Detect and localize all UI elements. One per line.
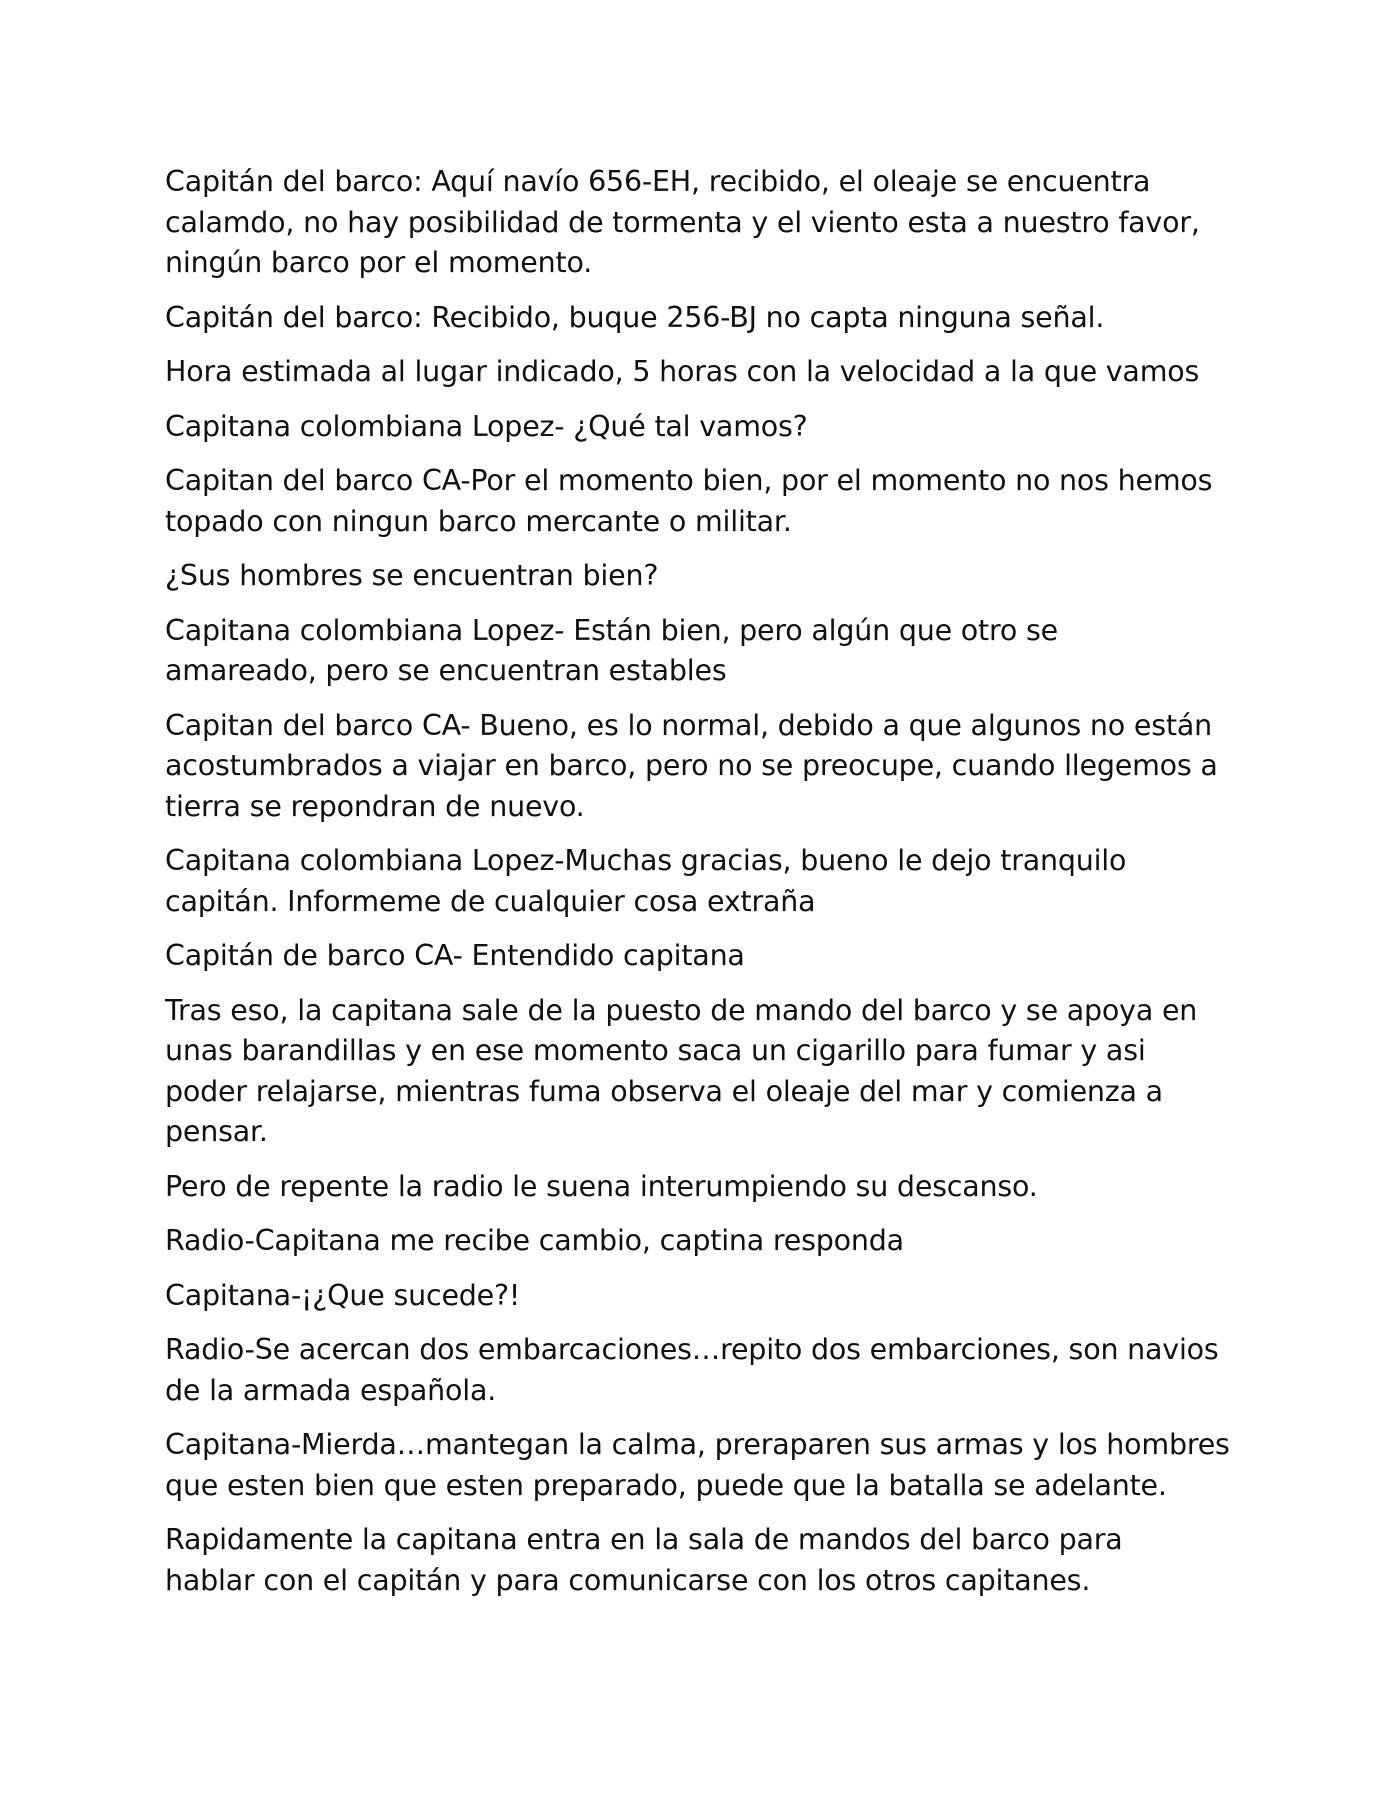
paragraph: Capitana colombiana Lopez- ¿Qué tal vamos?	[165, 409, 808, 443]
paragraph: Capitan del barco CA-Por el momento bien, por el momento no nos hemos topado con ningun barco mercante o militar.	[165, 464, 1213, 538]
paragraph: Rapidamente la capitana entra en la sala de mandos del barco para hablar con el capitán y para comunicarse con los otros capitanes.	[165, 1523, 1123, 1597]
paragraph: Tras eso, la capitana sale de la puesto de mando del barco y se apoya en unas barandillas y en ese momento saca un cigarillo para fumar y asi poder relajarse, mientras fuma observa el oleaje del mar y comienza a pensar.	[165, 993, 1198, 1148]
paragraph: Capitana colombiana Lopez-Muchas gracias, bueno le dejo tranquilo capitán. Informeme de cualquier cosa extraña	[165, 844, 1127, 918]
paragraph: ¿Sus hombres se encuentran bien?	[165, 559, 659, 592]
paragraph: Capitana-Mierda…mantegan la calma, preraparen sus armas y los hombres que esten bien que esten preparado, puede que la batalla se adelante.	[165, 1428, 1230, 1502]
paragraph: Capitán del barco: Aquí navío 656-EH, recibido, el oleaje se encuentra calamdo, no hay posibilidad de tormenta y el viento esta a nuestro favor, ningún barco por el momento.	[165, 165, 1200, 279]
paragraph: Capitana colombiana Lopez- Están bien, pero algún que otro se amareado, pero se encuentran estables	[165, 613, 1058, 687]
paragraph: Capitán del barco: Recibido, buque 256-BJ no capta ninguna señal.	[165, 300, 1105, 334]
paragraph: Capitán de barco CA- Entendido capitana	[165, 939, 745, 972]
paragraph: Radio-Capitana me recibe cambio, captina responda	[165, 1224, 904, 1257]
paragraph: Radio-Se acercan dos embarcaciones…repito dos embarciones, son navios de la armada española.	[165, 1333, 1219, 1407]
paragraph: Hora estimada al lugar indicado, 5 horas con la velocidad a la que vamos	[165, 355, 1200, 388]
paragraph: Capitana-¡¿Que sucede?!	[165, 1278, 521, 1312]
paragraph: Pero de repente la radio le suena interumpiendo su descanso.	[165, 1169, 1038, 1203]
paragraph: Capitan del barco CA- Bueno, es lo normal, debido a que algunos no están acostumbrados a viajar en barco, pero no se preocupe, cuando llegemos a tierra se repondran de nuevo.	[165, 708, 1218, 823]
document-body	[165, 162, 1245, 1615]
